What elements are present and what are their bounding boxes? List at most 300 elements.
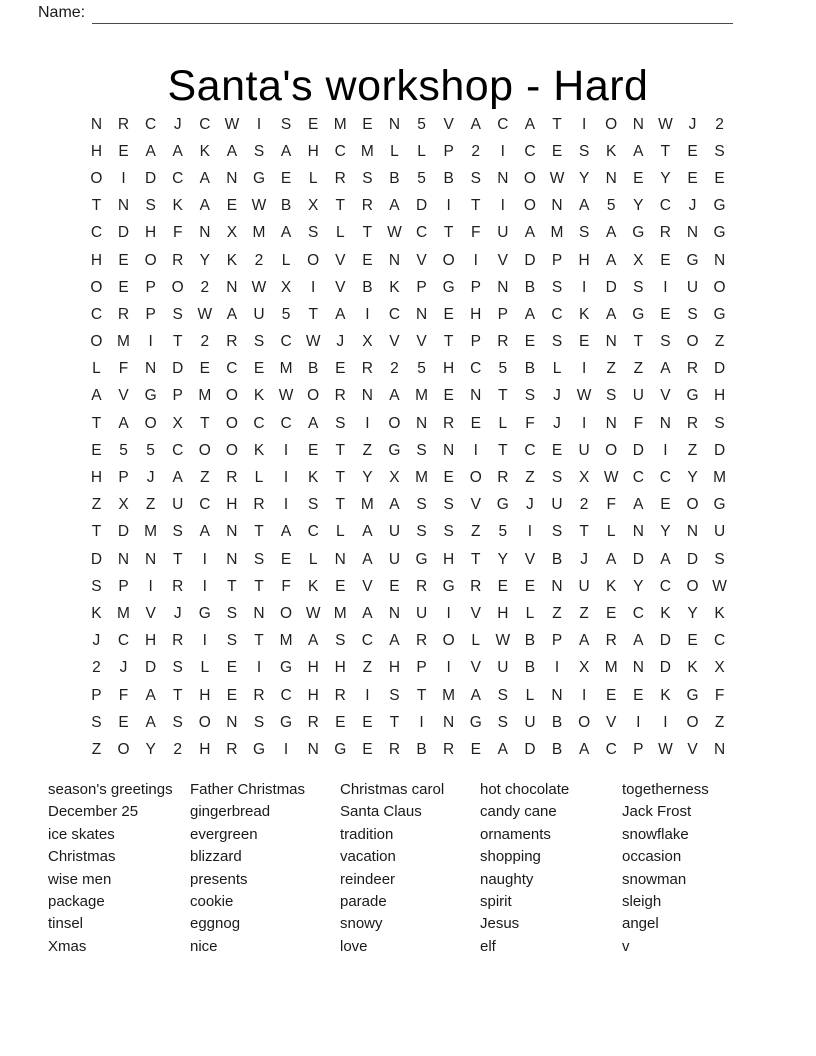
grid-letter: S: [172, 659, 183, 677]
grid-letter: G: [496, 496, 509, 514]
grid-letter: A: [308, 632, 319, 650]
grid-letter: O: [388, 414, 401, 432]
grid-letter: R: [226, 333, 238, 351]
grid-letter: I: [663, 278, 668, 296]
grid-letter: A: [606, 224, 617, 242]
grid-letter: 5: [606, 197, 616, 215]
grid-letter: S: [714, 550, 725, 568]
grid-letter: A: [199, 169, 210, 187]
grid-letter: R: [117, 305, 130, 323]
grid-letter: X: [362, 333, 373, 351]
grid-letter: U: [578, 577, 590, 595]
grid-letter: I: [148, 333, 153, 351]
grid-letter: Z: [200, 469, 210, 487]
grid-letter: D: [415, 197, 428, 215]
grid-letter: O: [90, 333, 103, 351]
grid-letter: S: [308, 496, 319, 514]
grid-letter: I: [446, 659, 451, 677]
word-item: naughty: [480, 870, 534, 888]
grid-letter: R: [172, 251, 184, 269]
grid-letter: R: [470, 577, 482, 595]
grid-letter: W: [495, 632, 511, 650]
grid-letter: M: [198, 387, 212, 405]
grid-letter: I: [527, 523, 533, 541]
grid-letter: T: [362, 224, 373, 242]
grid-letter: C: [524, 142, 536, 160]
grid-letter: H: [90, 469, 103, 487]
grid-letter: B: [524, 360, 536, 378]
grid-letter: H: [443, 550, 455, 568]
grid-letter: C: [524, 441, 536, 459]
grid-letter: S: [714, 414, 725, 432]
grid-letter: A: [280, 224, 292, 242]
grid-letter: V: [470, 496, 481, 514]
grid-letter: I: [446, 197, 451, 215]
grid-letter: D: [713, 360, 726, 378]
grid-letter: P: [551, 251, 563, 269]
word-item: tinsel: [48, 915, 84, 933]
word-item: spirit: [480, 892, 512, 910]
grid-letter: S: [253, 333, 265, 351]
grid-letter: D: [632, 441, 644, 459]
grid-letter: E: [118, 251, 129, 269]
grid-letter: S: [308, 224, 319, 242]
grid-letter: N: [226, 713, 238, 731]
grid-letter: T: [91, 197, 102, 215]
grid-letter: S: [416, 523, 427, 541]
grid-letter: A: [578, 197, 590, 215]
grid-letter: R: [361, 197, 373, 215]
grid-letter: L: [281, 251, 291, 269]
grid-letter: U: [253, 305, 265, 323]
grid-letter: I: [581, 686, 587, 704]
grid-letter: T: [579, 523, 589, 541]
grid-letter: P: [633, 740, 644, 758]
grid-letter: C: [172, 441, 184, 459]
word-item: December 25: [48, 803, 139, 821]
grid-letter: G: [198, 604, 211, 622]
grid-letter: S: [226, 632, 238, 650]
grid-letter: J: [173, 115, 182, 133]
grid-letter: F: [606, 496, 616, 514]
grid-letter: 2: [200, 333, 210, 351]
grid-letter: B: [551, 550, 563, 568]
grid-letter: E: [253, 360, 265, 378]
grid-letter: E: [226, 686, 238, 704]
grid-letter: S: [91, 713, 102, 731]
grid-letter: S: [389, 686, 400, 704]
grid-letter: I: [473, 251, 478, 269]
grid-letter: A: [524, 115, 536, 133]
grid-letter: I: [365, 414, 370, 432]
grid-letter: 5: [146, 441, 155, 459]
grid-letter: S: [497, 713, 508, 731]
grid-letter: D: [659, 659, 671, 677]
grid-letter: C: [713, 632, 726, 650]
word-item: Father Christmas: [190, 781, 306, 798]
grid-letter: E: [362, 251, 373, 269]
word-item: ornaments: [480, 825, 551, 843]
grid-letter: H: [713, 387, 726, 405]
grid-letter: S: [606, 387, 617, 405]
grid-letter: Z: [579, 604, 589, 622]
grid-letter: C: [307, 523, 319, 541]
grid-letter: V: [470, 659, 481, 677]
grid-letter: A: [497, 740, 508, 758]
grid-letter: R: [253, 686, 265, 704]
grid-letter: T: [335, 469, 345, 487]
grid-letter: C: [632, 469, 644, 487]
grid-letter: J: [336, 333, 345, 351]
grid-letter: U: [172, 496, 184, 514]
grid-letter: N: [226, 278, 238, 296]
grid-letter: I: [500, 197, 505, 215]
grid-letter: S: [551, 278, 563, 296]
grid-letter: C: [334, 142, 346, 160]
grid-letter: C: [361, 632, 373, 650]
grid-letter: I: [148, 577, 153, 595]
grid-letter: C: [659, 197, 671, 215]
puzzle-title: Santa's workshop - Hard: [167, 61, 649, 110]
word-item: wise men: [48, 870, 112, 888]
grid-letter: Z: [552, 604, 562, 622]
grid-letter: G: [713, 305, 726, 323]
word-item: eggnog: [190, 915, 241, 933]
word-column: [480, 779, 569, 958]
word-item: Christmas: [48, 848, 116, 866]
grid-letter: O: [469, 469, 482, 487]
grid-letter: E: [362, 115, 373, 133]
grid-letter: J: [688, 115, 697, 133]
grid-letter: W: [224, 115, 240, 133]
grid-letter: R: [172, 632, 184, 650]
grid-letter: E: [118, 142, 129, 160]
grid-letter: E: [606, 686, 617, 704]
grid-letter: G: [632, 305, 645, 323]
grid-letter: U: [415, 604, 428, 622]
grid-letter: S: [280, 115, 292, 133]
grid-letter: X: [389, 469, 400, 487]
grid-letter: B: [389, 169, 400, 187]
grid-letter: A: [226, 142, 238, 160]
grid-letter: N: [497, 278, 509, 296]
grid-letter: Z: [687, 441, 698, 459]
grid-letter: T: [498, 387, 508, 405]
grid-letter: G: [686, 686, 699, 704]
grid-letter: F: [525, 414, 535, 432]
grid-letter: O: [686, 713, 699, 731]
grid-letter: 5: [119, 441, 128, 459]
grid-letter: K: [660, 686, 671, 704]
grid-letter: E: [443, 469, 454, 487]
grid-letter: S: [226, 604, 238, 622]
grid-letter: D: [659, 632, 671, 650]
grid-letter: K: [253, 441, 265, 459]
grid-letter: C: [551, 305, 563, 323]
grid-letter: N: [415, 305, 428, 323]
grid-letter: A: [633, 496, 644, 514]
grid-letter: M: [713, 469, 727, 487]
grid-letter: U: [497, 659, 509, 677]
grid-letter: O: [198, 441, 211, 459]
grid-letter: A: [362, 604, 373, 622]
grid-letter: G: [252, 169, 266, 187]
grid-letter: A: [362, 550, 373, 568]
grid-letter: L: [254, 469, 264, 487]
grid-letter: B: [551, 740, 563, 758]
grid-letter: P: [118, 577, 129, 595]
grid-letter: C: [226, 360, 238, 378]
grid-letter: G: [632, 224, 645, 242]
grid-letter: O: [605, 441, 618, 459]
grid-letter: V: [335, 251, 346, 269]
grid-letter: N: [605, 414, 617, 432]
grid-letter: B: [524, 278, 536, 296]
grid-letter: E: [118, 278, 129, 296]
grid-letter: N: [388, 251, 401, 269]
grid-letter: Z: [606, 360, 616, 378]
word-item: elf: [480, 937, 496, 955]
grid-letter: G: [686, 251, 699, 269]
grid-letter: H: [578, 251, 590, 269]
grid-letter: E: [551, 441, 563, 459]
grid-letter: X: [280, 278, 292, 296]
grid-letter: W: [305, 333, 321, 351]
grid-letter: H: [226, 496, 238, 514]
grid-letter: M: [604, 659, 618, 677]
grid-letter: X: [226, 224, 238, 242]
grid-letter: W: [712, 577, 727, 595]
word-item: vacation: [340, 848, 396, 866]
grid-letter: S: [172, 305, 183, 323]
grid-letter: E: [470, 740, 481, 758]
grid-letter: B: [443, 169, 454, 187]
grid-letter: H: [199, 740, 211, 758]
grid-letter: T: [227, 577, 237, 595]
grid-letter: P: [470, 333, 481, 351]
grid-letter: K: [714, 604, 725, 622]
grid-letter: D: [90, 550, 103, 568]
grid-letter: T: [471, 550, 481, 568]
word-column: [622, 779, 709, 958]
grid-letter: C: [172, 169, 184, 187]
grid-letter: 2: [200, 278, 210, 296]
grid-letter: W: [387, 224, 402, 242]
grid-letter: F: [118, 686, 129, 704]
word-item: blizzard: [190, 848, 242, 866]
grid-letter: A: [362, 523, 373, 541]
grid-letter: P: [91, 686, 102, 704]
grid-letter: A: [633, 632, 644, 650]
grid-letter: M: [117, 333, 130, 351]
grid-letter: M: [360, 142, 374, 160]
word-item: Christmas carol: [340, 781, 445, 798]
grid-letter: P: [551, 632, 563, 650]
grid-letter: E: [280, 169, 292, 187]
grid-letter: L: [92, 360, 101, 378]
grid-letter: M: [360, 496, 374, 514]
grid-letter: K: [578, 305, 590, 323]
grid-letter: S: [714, 142, 725, 160]
grid-letter: N: [443, 713, 455, 731]
grid-letter: E: [280, 550, 292, 568]
grid-letter: O: [307, 387, 320, 405]
grid-letter: U: [632, 387, 644, 405]
grid-letter: 2: [92, 659, 101, 677]
grid-letter: T: [254, 632, 264, 650]
grid-letter: I: [663, 713, 668, 731]
grid-letter: C: [199, 496, 211, 514]
grid-letter: N: [253, 604, 265, 622]
grid-letter: T: [443, 224, 454, 242]
grid-letter: R: [253, 496, 265, 514]
grid-letter: O: [144, 414, 157, 432]
grid-letter: S: [578, 224, 590, 242]
grid-letter: F: [118, 360, 129, 378]
grid-letter: C: [388, 305, 401, 323]
word-item: package: [48, 892, 105, 910]
grid-letter: R: [497, 333, 509, 351]
grid-letter: M: [279, 632, 293, 650]
word-column: [340, 779, 444, 958]
grid-letter: K: [606, 577, 617, 595]
grid-letter: S: [497, 686, 508, 704]
grid-letter: W: [658, 115, 673, 133]
grid-letter: U: [524, 713, 536, 731]
grid-letter: J: [119, 659, 128, 677]
grid-letter: T: [335, 197, 345, 215]
grid-letter: P: [145, 305, 156, 323]
grid-letter: H: [90, 142, 103, 160]
grid-letter: E: [714, 169, 725, 187]
grid-letter: G: [713, 197, 726, 215]
grid-letter: T: [389, 713, 400, 731]
grid-letter: T: [172, 686, 183, 704]
grid-letter: X: [578, 659, 590, 677]
grid-letter: A: [470, 686, 481, 704]
grid-letter: J: [526, 496, 534, 514]
grid-letter: J: [553, 387, 561, 405]
grid-letter: P: [497, 305, 508, 323]
grid-letter: L: [200, 659, 210, 677]
grid-letter: 2: [390, 360, 399, 378]
grid-letter: W: [278, 387, 294, 405]
grid-letter: H: [497, 604, 509, 622]
grid-letter: A: [606, 305, 617, 323]
grid-letter: G: [469, 713, 482, 731]
grid-letter: Y: [578, 169, 590, 187]
grid-letter: J: [173, 604, 182, 622]
grid-letter: L: [308, 550, 318, 568]
grid-letter: O: [280, 604, 293, 622]
grid-letter: H: [470, 305, 482, 323]
grid-letter: V: [145, 604, 156, 622]
grid-letter: R: [334, 169, 346, 187]
grid-letter: X: [578, 469, 590, 487]
grid-letter: A: [578, 740, 590, 758]
grid-letter: R: [226, 740, 238, 758]
grid-letter: 5: [498, 523, 508, 541]
grid-letter: A: [172, 142, 183, 160]
grid-letter: X: [308, 197, 319, 215]
grid-letter: E: [524, 577, 536, 595]
grid-letter: F: [172, 224, 183, 242]
grid-letter: U: [686, 278, 699, 296]
word-item: v: [622, 937, 630, 955]
grid-letter: V: [416, 333, 427, 351]
grid-letter: N: [145, 360, 157, 378]
grid-letter: L: [308, 169, 318, 187]
grid-letter: O: [605, 115, 618, 133]
grid-letter: I: [256, 659, 262, 677]
grid-letter: W: [549, 169, 565, 187]
grid-letter: Z: [145, 496, 156, 514]
grid-letter: C: [497, 115, 509, 133]
grid-letter: I: [581, 115, 587, 133]
grid-letter: A: [280, 142, 292, 160]
grid-letter: S: [362, 169, 373, 187]
grid-letter: M: [144, 523, 158, 541]
grid-letter: S: [172, 713, 183, 731]
grid-letter: T: [498, 441, 508, 459]
grid-letter: Z: [91, 740, 102, 758]
word-item: cookie: [190, 892, 234, 910]
grid-letter: B: [524, 659, 536, 677]
grid-letter: K: [199, 142, 210, 160]
grid-letter: N: [686, 224, 699, 242]
grid-letter: D: [117, 224, 130, 242]
grid-letter: E: [308, 441, 319, 459]
grid-letter: D: [713, 441, 726, 459]
grid-letter: S: [633, 278, 644, 296]
grid-letter: K: [660, 604, 671, 622]
grid-letter: G: [713, 496, 726, 514]
grid-letter: 2: [579, 496, 589, 514]
grid-letter: J: [92, 632, 101, 650]
grid-letter: S: [443, 523, 454, 541]
grid-letter: N: [713, 251, 726, 269]
word-item: hot chocolate: [480, 781, 570, 798]
grid-letter: Z: [714, 333, 725, 351]
grid-letter: O: [578, 713, 591, 731]
grid-letter: Z: [525, 469, 535, 487]
grid-letter: H: [90, 251, 103, 269]
word-item: togetherness: [622, 781, 709, 798]
grid-letter: Y: [362, 469, 373, 487]
word-item: season's greetings: [48, 781, 173, 798]
grid-letter: N: [388, 604, 401, 622]
grid-letter: E: [606, 604, 617, 622]
grid-letter: S: [578, 142, 590, 160]
grid-letter: N: [632, 523, 644, 541]
grid-letter: L: [390, 142, 399, 160]
grid-letter: O: [442, 251, 455, 269]
grid-letter: Z: [362, 659, 373, 677]
grid-letter: P: [118, 469, 129, 487]
grid-letter: Y: [660, 523, 671, 541]
grid-letter: E: [443, 387, 454, 405]
grid-letter: H: [388, 659, 401, 677]
grid-letter: E: [660, 496, 671, 514]
grid-letter: C: [280, 414, 292, 432]
grid-letter: H: [307, 686, 319, 704]
grid-letter: G: [442, 577, 455, 595]
grid-letter: N: [117, 197, 130, 215]
grid-letter: A: [633, 142, 644, 160]
grid-letter: Z: [471, 523, 481, 541]
grid-letter: A: [91, 387, 102, 405]
grid-letter: S: [416, 441, 427, 459]
